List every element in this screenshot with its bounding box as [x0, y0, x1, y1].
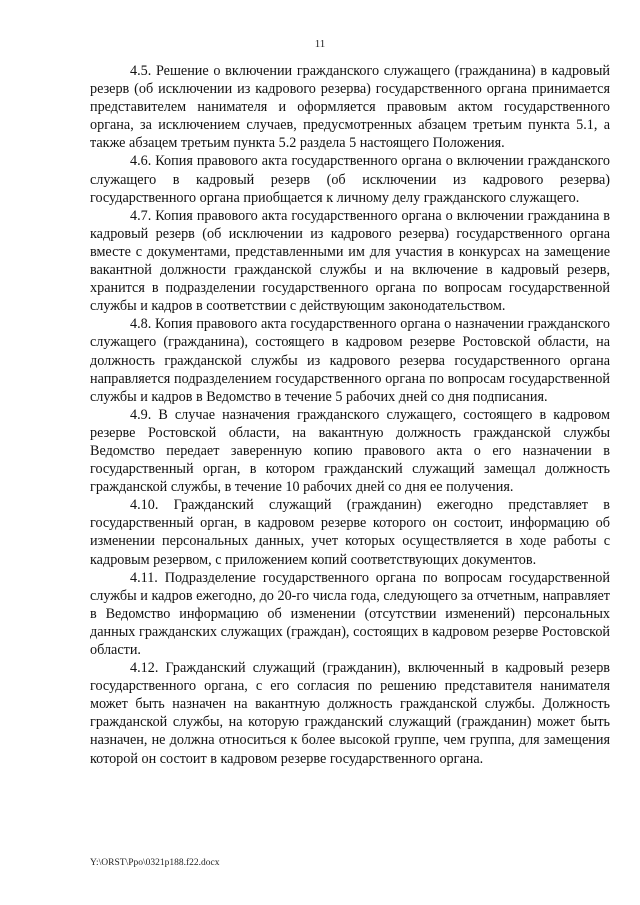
paragraph-4-8-text: 4.8. Копия правового акта государственного органа о назначении гражданского служащего (гражданина), состоящего в кадровом резерве Ростовской области, на должность гражданской службы из кадрового резерва государственного органа направляется подразделением государственного органа по вопросам государственной службы и кадров в Ведомство в течение 5 рабочих дней со дня подписания. [90, 316, 610, 405]
paragraph-4-12-text: 4.12. Гражданский служащий (гражданин), включенный в кадровый резерв государственного органа, с его согласия по решению представителя нанимателя может быть назначен на вакантную должность гражданской службы. Должность гражданской службы, на которую гражданский служащий (гражданин) может быть назначен, не должна относиться к более высокой группе, чем группа, для замещения которой он состоит в кадровом резерве государственного органа. [90, 660, 610, 767]
paragraph-4-6 [90, 152, 610, 206]
paragraph-4-9 [90, 406, 610, 496]
footer-file-path: Y:\ORST\Ppo\0321p188.f22.docx [90, 858, 220, 868]
paragraph-4-7 [90, 207, 610, 316]
paragraph-4-5 [90, 62, 610, 152]
paragraph-4-10 [90, 496, 610, 568]
paragraph-4-11 [90, 569, 610, 659]
paragraph-4-12 [90, 659, 610, 768]
paragraph-4-11-text: 4.11. Подразделение государственного органа по вопросам государственной службы и кадров ежегодно, до 20-го числа года, следующего за отчетным, направляет в Ведомство информацию об изменении (отсутствии изменений) персональных данных гражданских служащих (граждан), состоящих в кадровом резерве Ростовской области. [90, 569, 610, 658]
paragraph-4-9-text: 4.9. В случае назначения гражданского служащего, состоящего в кадровом резерве Ростовской области, на вакантную должность гражданской службы Ведомство передает заверенную копию правового акта о его назначении в государственный орган, в котором гражданский служащий замещал должность гражданской службы, в течение 10 рабочих дней со дня ее получения. [90, 406, 610, 496]
paragraph-4-7-text: 4.7. Копия правового акта государственного органа о включении гражданина в кадровый резерв (об исключении из кадрового резерва) государственного органа вместе с документами, представленными им для участия в конкурсах на замещение вакантной должности гражданской службы и на включение в кадровый резерв, хранится в подразделении государственного органа по вопросам государственной службы и кадров в соответствии с действующим законодательством. [90, 207, 610, 315]
paragraph-4-5-text: 4.5. Решение о включении гражданского служащего (гражданина) в кадровый резерв (об исключении из кадрового резерва) государственного органа принимается представителем нанимателя и оформляется правовым актом государственного органа, за исключением случаев, предусмотренных абзацем третьим пункта 5.1, а также абзацем третьим пункта 5.2 раздела 5 настоящего Положения. [90, 63, 610, 152]
paragraph-4-8 [90, 315, 610, 405]
paragraph-4-6-text: 4.6. Копия правового акта государственного органа о включении гражданского служащего в кадровый резерв (об исключении из кадрового резерва) государственного органа приобщается к личному делу гражданского служащего. [90, 153, 610, 206]
paragraph-4-10-text: 4.10. Гражданский служащий (гражданин) ежегодно представляет в государственный орган, в кадровом резерве которого он состоит, информацию об изменении персональных данных, учет которых осуществляется в ходе работы с кадровым резервом, с приложением копий соответствующих документов. [90, 497, 610, 568]
page-number: 11 [314, 38, 326, 50]
document-body [90, 62, 610, 768]
